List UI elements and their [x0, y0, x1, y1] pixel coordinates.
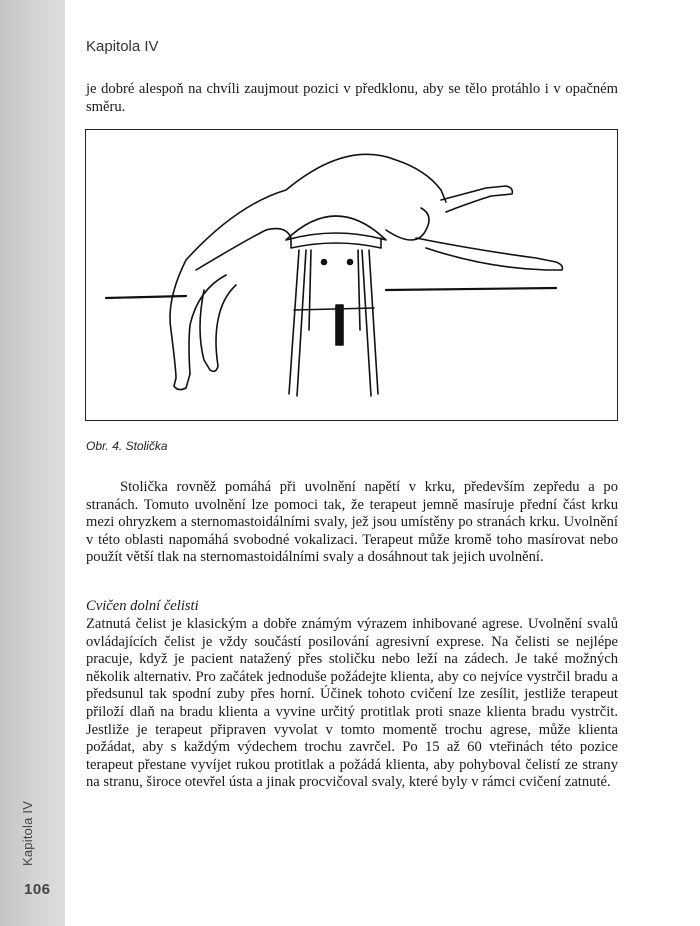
side-margin-band [0, 0, 65, 926]
page-number: 106 [24, 881, 51, 898]
running-header: Kapitola IV [86, 38, 159, 55]
figure-caption: Obr. 4. Stolička [86, 439, 168, 453]
intro-paragraph: je dobré alespoň na chvíli zaujmout pozici v předklonu, aby se tělo protáhlo i v opačném směru. [86, 81, 618, 115]
arm-right [416, 238, 562, 270]
section-heading: Cvičen dolní čelisti [86, 598, 199, 614]
arm-left [441, 186, 512, 212]
head [386, 208, 429, 240]
stool-legs [289, 250, 378, 396]
stool-seat [286, 216, 386, 240]
stool-stretch-drawing [86, 130, 617, 420]
neck-paragraph: Stolička rovněž pomáhá při uvolnění napětí v krku, především zepředu a po stranách. Tomuto uvolnění lze pomoci tak, že terapeut jemně masíruje přední část krku mezi ohryzkem a sternomastoidálními svaly, jež jsou umístěny po stranách krku. Uvolnění v této oblasti napomáhá svobodné vokalizaci. Terapeut může kromě toho masírovat nebo použít větší tlak na sternomastoidálními svaly a dosáhnout tak jejich uvolnění. [86, 479, 618, 566]
side-chapter-label: Kapitola IV [20, 800, 35, 866]
jaw-paragraph: Zatnutá čelist je klasickým a dobře známým výrazem inhibované agrese. Uvolnění svalů ovládajících čelist je vždy součástí posilování agresivní exprese. Na čelisti se nejlépe pracuje, když je pacient natažený přes stoličku nebo leží na zádech. Je také možných několik alternativ. Pro začátek jednoduše požádejte klienta, aby co nejvíce vystrčil bradu a předsunul tak spodní zuby přes horní. Účinek tohoto cvičení lze zesílit, jestliže terapeut přiloží dlaň na bradu klienta a vyvine určitý protitlak proti snaze klienta bradu vystrčit. Jestliže je terapeut připraven vyvolat v tomto momentě trochu agrese, může klienta požádat, aby s každým výdechem trochu zavrčel. Po 15 až 60 vteřinách této pozice terapeut přestane vyvíjet rukou protitlak a požádá klienta, aby pohyboval čelistí ze strany na stranu, široce otevřel ústa a jinak procvičoval svaly, které byly v rámci cvičení zatnuté. [86, 616, 618, 791]
figure-stool-illustration [85, 129, 618, 421]
